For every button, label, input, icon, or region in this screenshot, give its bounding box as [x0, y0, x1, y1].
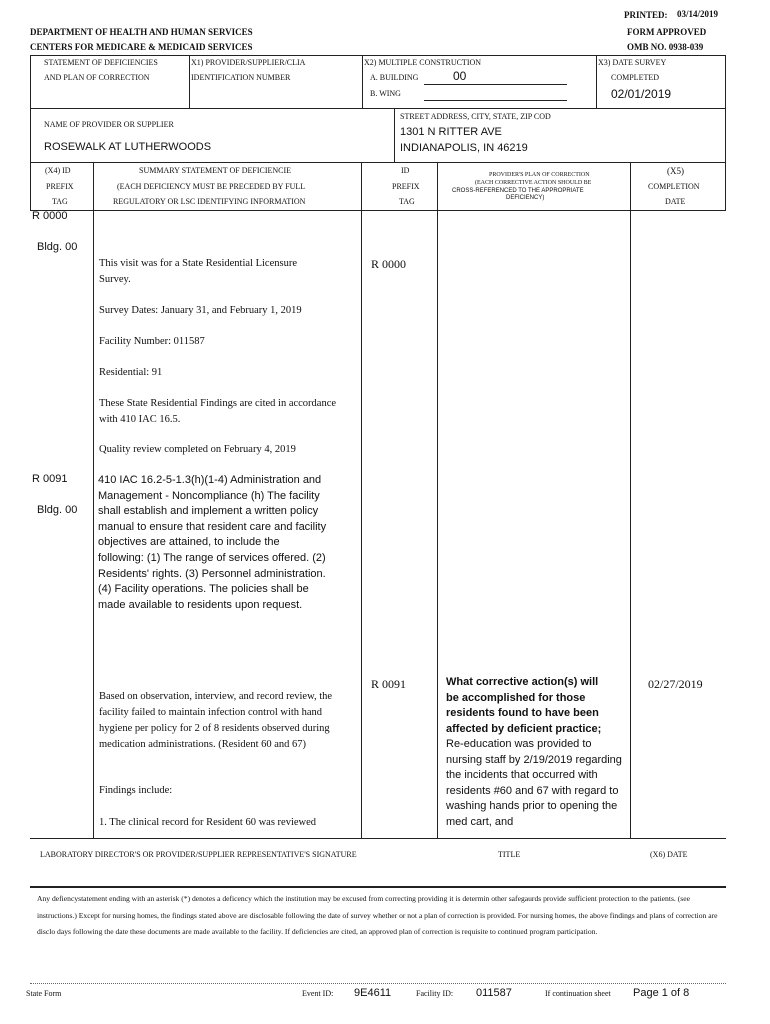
- address-line-2: INDIANAPOLIS, IN 46219: [400, 142, 528, 154]
- plan-label-4: DEFICIENCY): [506, 195, 545, 201]
- box-left-border-2: [30, 108, 31, 162]
- wing-label: B. WING: [370, 89, 401, 98]
- x5-label-2: COMPLETION: [648, 182, 700, 191]
- state-form-label: State Form: [26, 989, 62, 998]
- x4-label-1: (X4) ID: [45, 166, 71, 175]
- footer-divider: [30, 983, 726, 984]
- x3-label-1: X3) DATE SURVEY: [598, 58, 667, 67]
- x3-label-2: COMPLETED: [611, 73, 659, 82]
- provider-name: ROSEWALK AT LUTHERWOODS: [44, 141, 212, 153]
- department-title: DEPARTMENT OF HEALTH AND HUMAN SERVICES: [30, 27, 253, 37]
- summary-paragraph-2: Survey Dates: January 31, and February 1, 2019: [99, 305, 302, 316]
- date-label: (X6) DATE: [650, 850, 688, 859]
- x4-label-3: TAG: [52, 197, 68, 206]
- summary-paragraph-3: Facility Number: 011587: [99, 336, 205, 347]
- tag-r0000-left: R 0000: [32, 210, 68, 222]
- box-divider-3: [596, 55, 597, 108]
- tag-r0000-right: R 0000: [371, 257, 407, 271]
- printed-date: 03/14/2019: [677, 9, 719, 19]
- summary-paragraph-9: 1. The clinical record for Resident 60 was reviewed: [99, 817, 317, 828]
- x1-label-1: X1) PROVIDER/SUPPLIER/CLIA: [191, 58, 306, 67]
- summary-paragraph-6: Quality review completed on February 4, 2019: [99, 444, 296, 455]
- plan-label-3: CROSS-REFERENCED TO THE APPROPRIATE: [452, 188, 584, 194]
- wing-underline: [424, 100, 567, 101]
- facility-id-value: 011587: [476, 987, 512, 999]
- completion-date: 02/27/2019: [648, 677, 703, 691]
- summary-paragraph-8: Findings include:: [99, 785, 173, 796]
- tag-r0091-right: R 0091: [371, 677, 407, 691]
- box-right-border: [725, 55, 726, 108]
- facility-id-label: Facility ID:: [416, 989, 454, 998]
- plan-label-1: PROVIDER'S PLAN OF CORRECTION: [489, 172, 590, 178]
- x5-label-1: (X5): [667, 166, 684, 176]
- box-left-border: [30, 55, 31, 108]
- summary-label-1: SUMMARY STATEMENT OF DEFICIENCIE: [139, 166, 292, 175]
- statement-label-1: STATEMENT OF DEFICIENCIES: [44, 58, 158, 67]
- col-border-right: [725, 162, 726, 210]
- id-label-3: TAG: [399, 197, 415, 206]
- signature-bottom-border: [30, 886, 726, 888]
- address-line-1: 1301 N RITTER AVE: [400, 126, 502, 138]
- box-bottom-border: [30, 162, 726, 163]
- summary-label-2: (EACH DEFICIENCY MUST BE PRECEDED BY FULL: [117, 182, 306, 191]
- plan-heading: What corrective action(s) will be accomplished for those residents found to have been affected by deficient practice;: [446, 676, 602, 735]
- box-divider-2: [362, 55, 363, 108]
- centers-title: CENTERS FOR MEDICARE & MEDICAID SERVICES: [30, 42, 253, 52]
- summary-label-3: REGULATORY OR LSC IDENTIFYING INFORMATION: [113, 197, 306, 206]
- title-label: TITLE: [498, 850, 521, 859]
- box-divider-1: [189, 55, 190, 108]
- survey-date-value: 02/01/2019: [611, 87, 672, 101]
- page-number: Page 1 of 8: [633, 987, 690, 999]
- plan-text: Re-education was provided to nursing staff by 2/19/2019 regarding the incidents that occurred with residents #60 and 67 with regard to washing hands prior to opening the med cart, and: [446, 738, 622, 828]
- omb-number: OMB NO. 0938-039: [627, 42, 704, 52]
- form-approved: FORM APPROVED: [627, 27, 707, 37]
- col-divider-2: [361, 162, 362, 838]
- building-value: 00: [453, 69, 467, 83]
- x2-label: X2) MULTIPLE CONSTRUCTION: [364, 58, 482, 67]
- body-bottom-border: [30, 838, 726, 839]
- column-header-bottom-border: [30, 210, 726, 211]
- x5-label-3: DATE: [665, 197, 686, 206]
- address-label: STREET ADDRESS, CITY, STATE, ZIP COD: [400, 112, 551, 121]
- x4-label-2: PREFIX: [46, 182, 74, 191]
- id-label-1: ID: [401, 166, 410, 175]
- plan-label-2: (EACH CORRECTIVE ACTION SHOULD BE: [475, 180, 592, 186]
- bldg-label-1: Bldg. 00: [37, 241, 78, 253]
- col-border-left: [30, 162, 31, 210]
- disclaimer-text: Any defiencystatement ending with an asterisk (*) denotes a deficency which the institution may be excused from correcting providing it is determin other safegaurds provide sufficient protection to the patients. (see instructions.) Except for nursing homes, the findings stated above are disclosable following the date of survey whether or not a plan of correction is provided. For nursing homes, the above findings and plans of correction are disclo days following the date these documents are made available to the facility. If deficiencies are cited, an approved plan of correction is requisite to continued program participation.: [37, 894, 718, 936]
- tag-r0091-left: R 0091: [32, 473, 68, 485]
- box-middle-border: [30, 108, 726, 109]
- x1-label-2: IDENTIFICATION NUMBER: [191, 73, 291, 82]
- id-label-2: PREFIX: [392, 182, 420, 191]
- summary-paragraph-1: This visit was for a State Residential Licensure Survey.: [99, 258, 297, 285]
- continuation-label: If continuation sheet: [545, 989, 611, 998]
- box-top-border: [30, 55, 726, 56]
- summary-paragraph-5: These State Residential Findings are cited in accordance with 410 IAC 16.5.: [99, 398, 337, 425]
- summary-paragraph-4: Residential: 91: [99, 367, 163, 378]
- bldg-label-2: Bldg. 00: [37, 504, 78, 516]
- building-underline: [424, 84, 567, 85]
- col-divider-1: [93, 162, 94, 838]
- regulation-text: 410 IAC 16.2-5-1.3(h)(1-4) Administration and Management - Noncompliance (h) The facility shall establish and implement a written policy manual to ensure that resident care and facility objectives are attained, to include the following: (1) The range of services offered. (2) Residents' rights. (3) Personnel administration. (4) Facility operations. The policies shall be made available to residents upon request.: [98, 474, 327, 611]
- printed-label: PRINTED:: [624, 10, 668, 20]
- provider-label: NAME OF PROVIDER OR SUPPLIER: [44, 120, 174, 129]
- col-divider-4: [630, 162, 631, 838]
- building-label: A. BUILDING: [370, 73, 419, 82]
- signature-label: LABORATORY DIRECTOR'S OR PROVIDER/SUPPLIER REPRESENTATIVE'S SIGNATURE: [40, 850, 357, 859]
- box-divider-4: [394, 108, 395, 162]
- event-id-label: Event ID:: [302, 989, 334, 998]
- statement-label-2: AND PLAN OF CORRECTION: [44, 73, 150, 82]
- summary-paragraph-7: Based on observation, interview, and record review, the facility failed to maintain infection control with hand hygiene per policy for 2 of 8 residents observed during medication administrations. (Resident 60 and 67): [99, 691, 333, 750]
- col-divider-3: [437, 162, 438, 838]
- box-right-border-2: [725, 108, 726, 162]
- event-id-value: 9E4611: [354, 987, 392, 999]
